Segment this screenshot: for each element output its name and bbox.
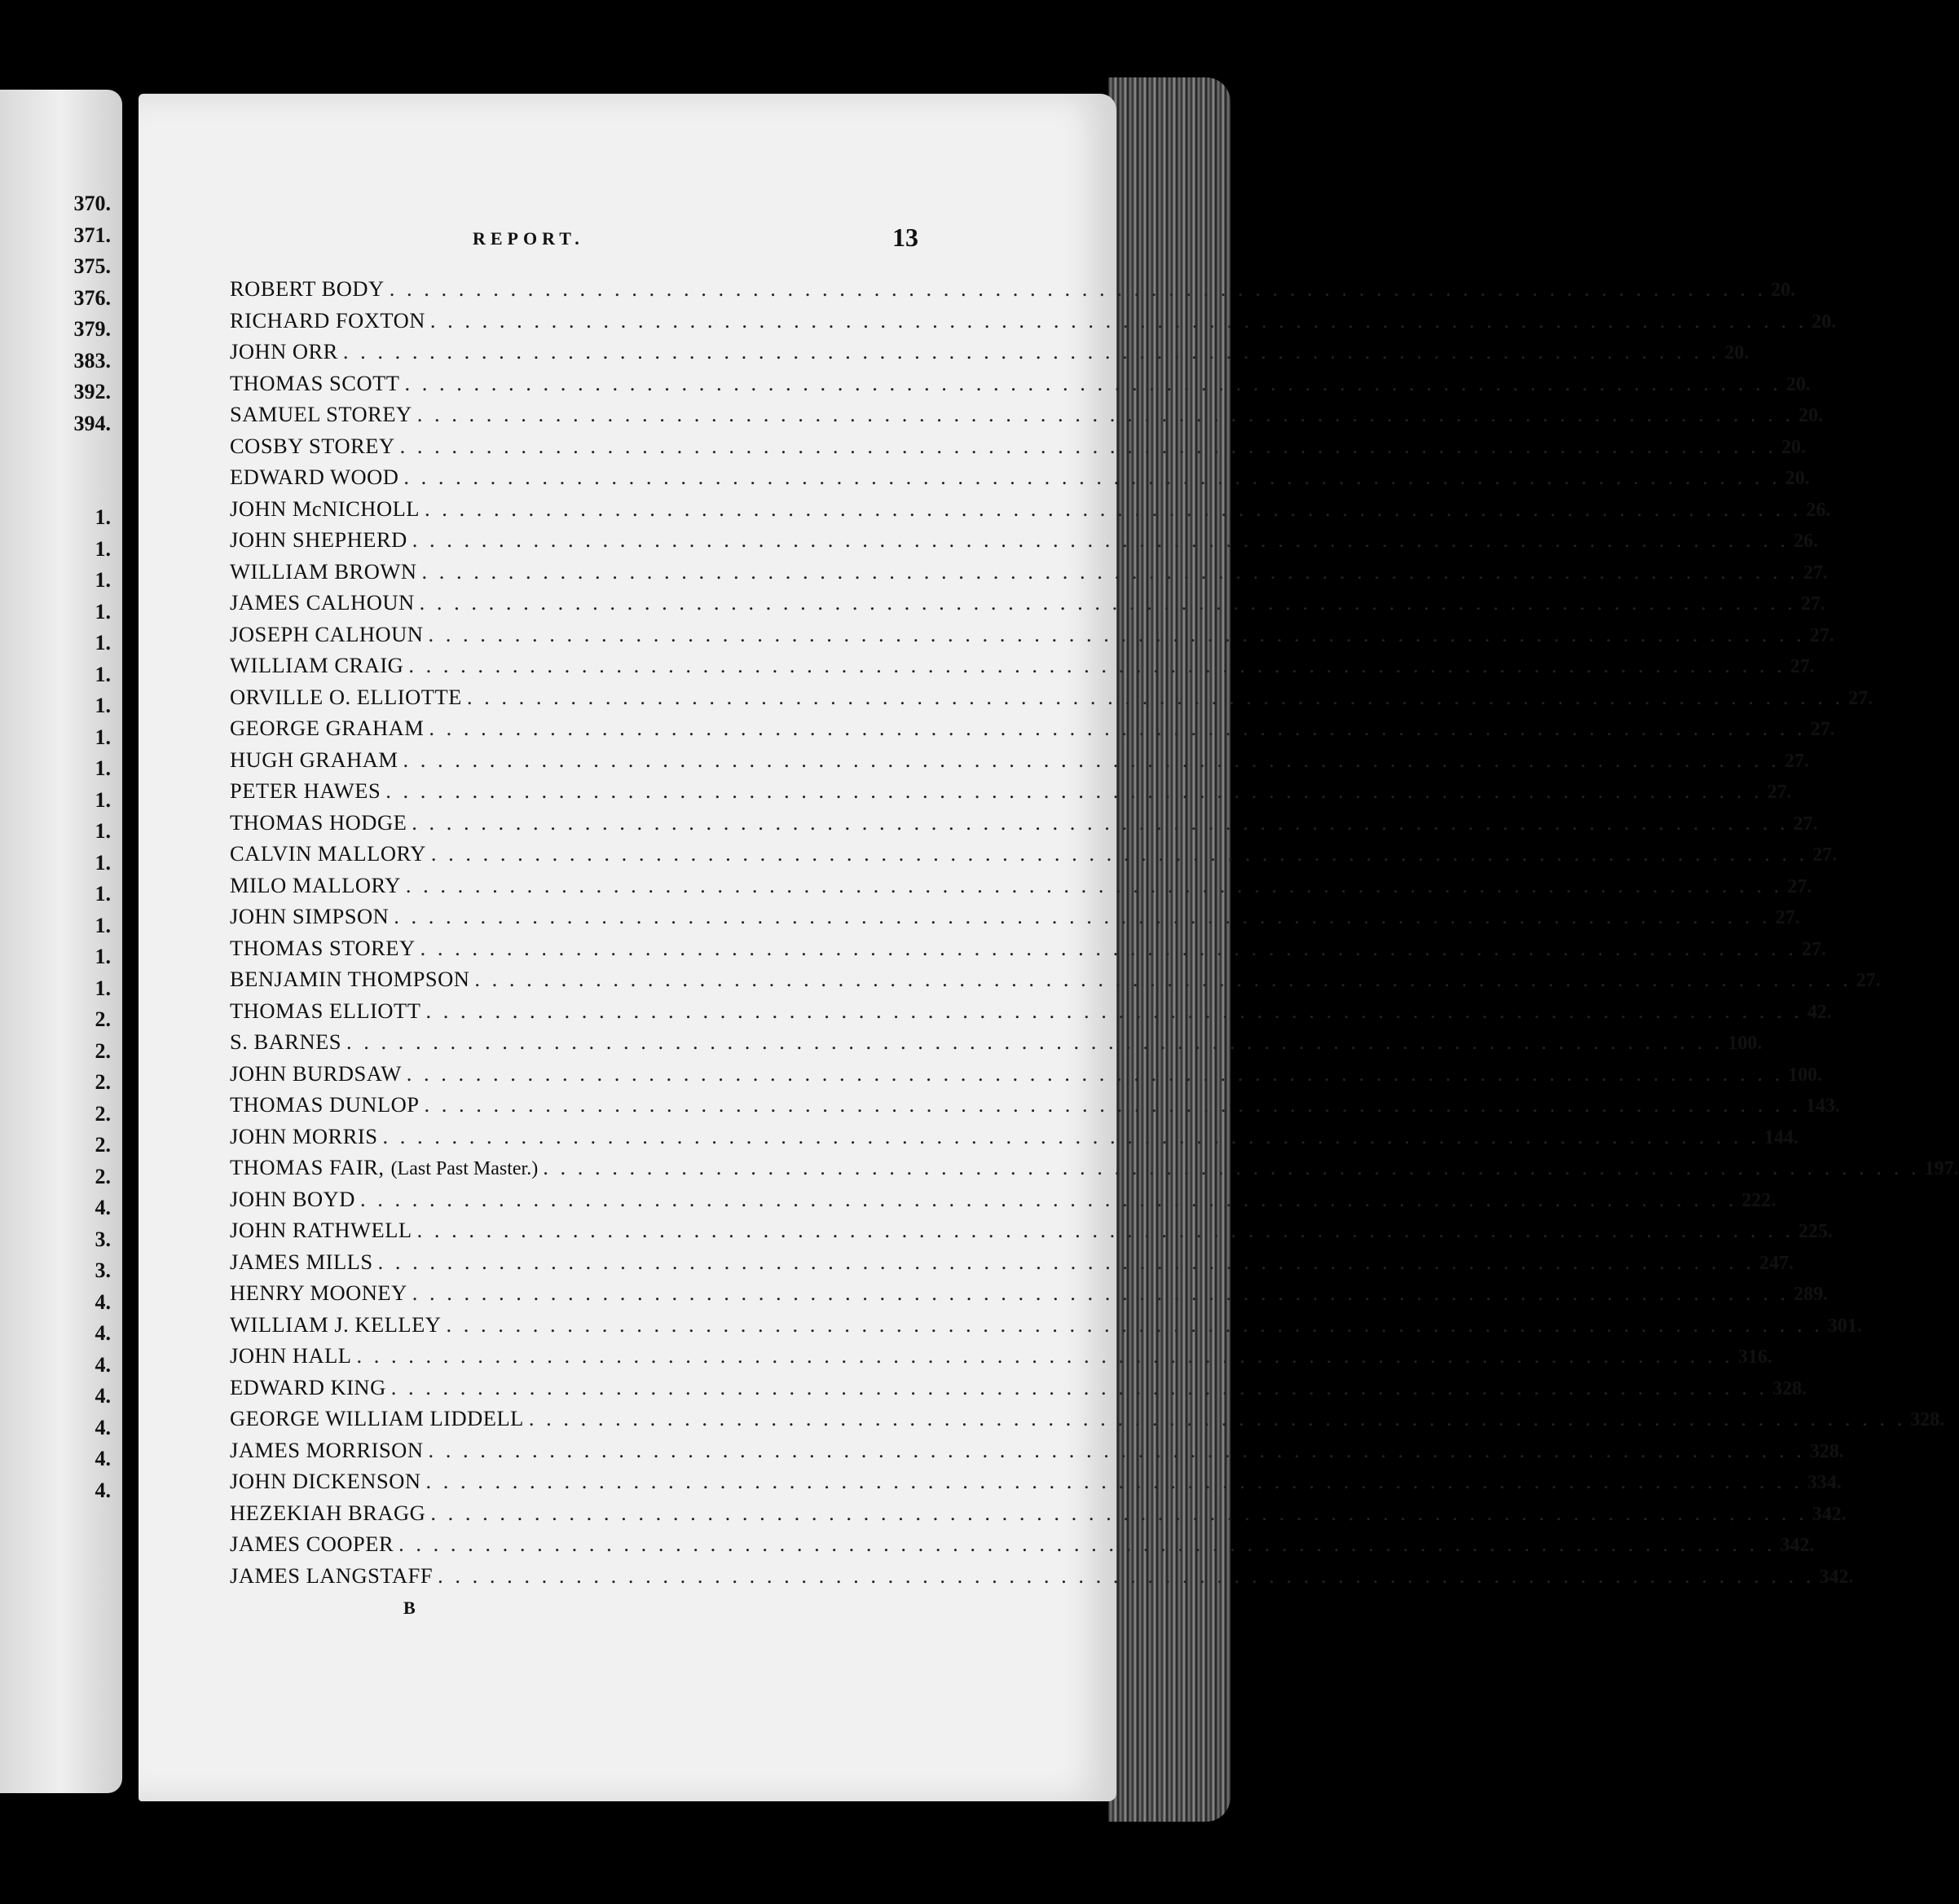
entry-name: JAMES MORRISON <box>230 1437 424 1462</box>
entry-name: THOMAS DUNLOP <box>230 1092 420 1117</box>
list-item <box>230 684 1873 716</box>
entry-name: HEZEKIAH BRAGG <box>230 1500 426 1525</box>
list-item <box>230 402 1824 434</box>
left-page-number: 1. <box>95 568 111 592</box>
leader-dots: . . . . . . . . . . . . . . . . . . . . . . . . . . . . . . . . . . . . . . . . . . . . . . . . . . . . . . . . . . . . . . . . . . . . . . . . . . . . . . . . <box>416 1218 1794 1242</box>
left-page-number: 1. <box>95 536 111 561</box>
left-page-number: 1. <box>95 945 111 968</box>
list-item <box>230 1311 1862 1344</box>
leader-dots: . . . . . . . . . . . . . . . . . . . . . . . . . . . . . . . . . . . . . . . . . . . . . . . . . . . . . . . . . . . . . . . . . . . . . . . . . . . . . . . . <box>403 747 1780 772</box>
left-page-number: 2. <box>95 1101 111 1126</box>
entry-value: 197. <box>1924 1158 1959 1179</box>
leader-dots: . . . . . . . . . . . . . . . . . . . . . . . . . . . . . . . . . . . . . . . . . . . . . . . . . . . . . . . . . . . . . . . . . . . . . . . . . . . . . . . . <box>356 1343 1733 1368</box>
leader-dots: . . . . . . . . . . . . . . . . . . . . . . . . . . . . . . . . . . . . . . . . . . . . . . . . . . . . . . . . . . . . . . . . . . . . . . . . . . . . . . . . <box>342 339 1720 364</box>
list-item <box>230 967 1881 998</box>
signature-mark: B <box>403 1598 416 1618</box>
left-page-number: 2. <box>95 1133 111 1157</box>
leader-dots: . . . . . . . . . . . . . . . . . . . . . . . . . . . . . . . . . . . . . . . . . . . . . . . . . . . . . . . . . . . . . . . . . . . . . . . . . . . . . . . . <box>408 653 1785 677</box>
entry-value: 316. <box>1737 1346 1772 1368</box>
entry-name: JOHN SIMPSON <box>230 904 390 928</box>
entry-name: SAMUEL STOREY <box>230 402 412 426</box>
entry-value: 222. <box>1741 1189 1776 1211</box>
list-item <box>230 370 1811 403</box>
left-page-number: 4. <box>95 1352 111 1377</box>
leader-dots: . . . . . . . . . . . . . . . . . . . . . . . . . . . . . . . . . . . . . . . . . . . . . . . . . . . . . . . . . . . . . . . . . . . . . . . . . . . . . . . . <box>424 496 1802 521</box>
left-page-number: 4. <box>95 1415 111 1439</box>
entry-name: CALVIN MALLORY <box>230 841 426 866</box>
entry-value: 27. <box>1801 938 1826 960</box>
list-item <box>230 1092 1840 1124</box>
list-item <box>230 1280 1829 1312</box>
list-item <box>230 1123 1798 1156</box>
left-page-number: 1. <box>95 976 111 1000</box>
leader-dots: . . . . . . . . . . . . . . . . . . . . . . . . . . . . . . . . . . . . . . . . . . . . . . . . . . . . . . . . . . . . . . . . . . . . . . . . . . . . . . . . <box>466 684 1844 709</box>
list-item <box>230 653 1815 685</box>
leader-dots: . . . . . . . . . . . . . . . . . . . . . . . . . . . . . . . . . . . . . . . . . . . . . . . . . . . . . . . . . . . . . . . . . . . . . . . . . . . . . . . . <box>419 590 1796 615</box>
entry-note: (Last Past Master.) <box>390 1158 539 1179</box>
left-page-number: 4. <box>95 1384 111 1408</box>
left-page-number: 376. <box>73 285 111 310</box>
left-page-number: 1. <box>95 694 111 717</box>
leader-dots: . . . . . . . . . . . . . . . . . . . . . . . . . . . . . . . . . . . . . . . . . . . . . . . . . . . . . . . . . . . . . . . . . . . . . . . . . . . . . . . . <box>394 904 1771 928</box>
list-item <box>230 276 1796 308</box>
leader-dots: . . . . . . . . . . . . . . . . . . . . . . . . . . . . . . . . . . . . . . . . . . . . . . . . . . . . . . . . . . . . . . . . . . . . . . . . . . . . . . . . <box>425 1469 1803 1493</box>
leader-dots: . . . . . . . . . . . . . . . . . . . . . . . . . . . . . . . . . . . . . . . . . . . . . . . . . . . . . . . . . . . . . . . . . . . . . . . . . . . . . . . . <box>430 1500 1807 1525</box>
entry-value: 27. <box>1812 844 1838 866</box>
entry-value: 20. <box>1812 311 1837 333</box>
entry-value: 27. <box>1809 624 1834 646</box>
list-item <box>230 904 1800 936</box>
entry-name: THOMAS ELLIOTT <box>230 998 421 1023</box>
leader-dots: . . . . . . . . . . . . . . . . . . . . . . . . . . . . . . . . . . . . . . . . . . . . . . . . . . . . . . . . . . . . . . . . . . . . . . . . . . . . . . . . <box>377 1249 1754 1274</box>
leader-dots: . . . . . . . . . . . . . . . . . . . . . . . . . . . . . . . . . . . . . . . . . . . . . . . . . . . . . . . . . . . . . . . . . . . . . . . . . . . . . . . . <box>416 402 1794 426</box>
leader-dots: . . . . . . . . . . . . . . . . . . . . . . . . . . . . . . . . . . . . . . . . . . . . . . . . . . . . . . . . . . . . . . . . . . . . . . . . . . . . . . . . <box>403 465 1781 489</box>
left-page-number: 1. <box>95 787 111 812</box>
leader-dots: . . . . . . . . . . . . . . . . . . . . . . . . . . . . . . . . . . . . . . . . . . . . . . . . . . . . . . . . . . . . . . . . . . . . . . . . . . . . . . . . <box>404 370 1781 395</box>
leader-dots: . . . . . . . . . . . . . . . . . . . . . . . . . . . . . . . . . . . . . . . . . . . . . . . . . . . . . . . . . . . . . . . . . . . . . . . . . . . . . . . . <box>389 276 1767 301</box>
entry-value: 26. <box>1794 531 1819 552</box>
left-page-number: 4. <box>95 1289 111 1314</box>
leader-dots: . . . . . . . . . . . . . . . . . . . . . . . . . . . . . . . . . . . . . . . . . . . . . . . . . . . . . . . . . . . . . . . . . . . . . . . . . . . . . . . . <box>528 1406 1906 1430</box>
list-item <box>230 1469 1842 1501</box>
entry-value: 42. <box>1807 1001 1832 1023</box>
left-page-number: 4. <box>95 1447 111 1470</box>
entry-value: 27. <box>1767 782 1792 803</box>
entry-name: JOHN McNICHOLL <box>230 496 420 521</box>
leader-dots: . . . . . . . . . . . . . . . . . . . . . . . . . . . . . . . . . . . . . . . . . . . . . . . . . . . . . . . . . . . . . . . . . . . . . . . . . . . . . . . . <box>428 1437 1805 1462</box>
list-item <box>230 527 1819 559</box>
entry-name: JAMES CALHOUN <box>230 590 415 615</box>
entry-value: 20. <box>1798 405 1824 426</box>
entry-name: PETER HAWES <box>230 778 381 803</box>
list-item <box>230 872 1812 905</box>
list-item <box>230 1374 1807 1407</box>
entry-name: EDWARD WOOD <box>230 465 399 489</box>
entry-name: JOHN MORRIS <box>230 1123 378 1148</box>
entry-value: 100. <box>1788 1064 1823 1086</box>
entry-value: 27. <box>1784 750 1809 772</box>
entry-value: 342. <box>1812 1503 1847 1525</box>
entry-value: 20. <box>1724 342 1750 364</box>
leader-dots: . . . . . . . . . . . . . . . . . . . . . . . . . . . . . . . . . . . . . . . . . . . . . . . . . . . . . . . . . . . . . . . . . . . . . . . . . . . . . . . . <box>385 778 1763 803</box>
member-list <box>230 276 1959 1594</box>
left-page-number: 1. <box>95 725 111 749</box>
list-item <box>230 935 1826 967</box>
left-page-edge <box>0 90 122 1793</box>
entry-name: BENJAMIN THOMPSON <box>230 967 470 991</box>
list-item <box>230 809 1818 842</box>
entry-name: COSBY STOREY <box>230 433 395 458</box>
left-page-number: 1. <box>95 756 111 780</box>
left-page-number: 383. <box>73 348 111 372</box>
leader-dots: . . . . . . . . . . . . . . . . . . . . . . . . . . . . . . . . . . . . . . . . . . . . . . . . . . . . . . . . . . . . . . . . . . . . . . . . . . . . . . . . <box>398 1532 1776 1556</box>
entry-value: 27. <box>1790 656 1815 677</box>
list-item <box>230 716 1835 747</box>
leader-dots: . . . . . . . . . . . . . . . . . . . . . . . . . . . . . . . . . . . . . . . . . . . . . . . . . . . . . . . . . . . . . . . . . . . . . . . . . . . . . . . . <box>424 1092 1801 1117</box>
entry-name: WILLIAM J. KELLEY <box>230 1311 442 1337</box>
entry-name: THOMAS STOREY <box>230 935 416 960</box>
leader-dots: . . . . . . . . . . . . . . . . . . . . . . . . . . . . . . . . . . . . . . . . . . . . . . . . . . . . . . . . . . . . . . . . . . . . . . . . . . . . . . . . <box>405 872 1783 897</box>
left-page-number: 379. <box>73 317 111 341</box>
entry-value: 144. <box>1763 1126 1798 1148</box>
entry-name: MILO MALLORY <box>230 872 401 897</box>
left-page-number: 4. <box>95 1321 111 1345</box>
entry-value: 143. <box>1805 1095 1840 1117</box>
entry-value: 328. <box>1809 1440 1844 1462</box>
entry-name: THOMAS FAIR, <box>230 1155 385 1179</box>
leader-dots: . . . . . . . . . . . . . . . . . . . . . . . . . . . . . . . . . . . . . . . . . . . . . . . . . . . . . . . . . . . . . . . . . . . . . . . . . . . . . . . . <box>446 1311 1823 1337</box>
list-item <box>230 465 1810 496</box>
list-item <box>230 496 1831 528</box>
entry-value: 27. <box>1848 687 1873 709</box>
list-item <box>230 1218 1833 1250</box>
entry-name: JOHN DICKENSON <box>230 1469 421 1493</box>
leader-dots: . . . . . . . . . . . . . . . . . . . . . . . . . . . . . . . . . . . . . . . . . . . . . . . . . . . . . . . . . . . . . . . . . . . . . . . . . . . . . . . . <box>543 1155 1920 1179</box>
entry-value: 20. <box>1781 436 1806 458</box>
leader-dots: . . . . . . . . . . . . . . . . . . . . . . . . . . . . . . . . . . . . . . . . . . . . . . . . . . . . . . . . . . . . . . . . . . . . . . . . . . . . . . . . <box>425 998 1803 1023</box>
left-page-number: 2. <box>95 1007 111 1031</box>
left-page-number: 4. <box>95 1196 111 1219</box>
entry-name: GEORGE GRAHAM <box>230 716 425 740</box>
entry-name: JOHN ORR <box>230 339 338 364</box>
list-item <box>230 1406 1945 1438</box>
entry-name: ROBERT BODY <box>230 276 385 301</box>
page-header: REPORT. <box>473 228 584 249</box>
entry-name: WILLIAM BROWN <box>230 558 417 584</box>
entry-name: RICHARD FOXTON <box>230 307 425 333</box>
entry-name: HUGH GRAHAM <box>230 747 398 772</box>
list-item <box>230 841 1838 873</box>
entry-value: 27. <box>1793 813 1818 835</box>
list-item <box>230 590 1825 622</box>
leader-dots: . . . . . . . . . . . . . . . . . . . . . . . . . . . . . . . . . . . . . . . . . . . . . . . . . . . . . . . . . . . . . . . . . . . . . . . . . . . . . . . . <box>412 1280 1790 1305</box>
entry-name: JOHN RATHWELL <box>230 1218 412 1242</box>
entry-value: 20. <box>1771 280 1796 301</box>
list-item <box>230 747 1809 779</box>
entry-value: 225. <box>1798 1221 1833 1242</box>
entry-value: 328. <box>1772 1377 1807 1399</box>
leader-dots: . . . . . . . . . . . . . . . . . . . . . . . . . . . . . . . . . . . . . . . . . . . . . . . . . . . . . . . . . . . . . . . . . . . . . . . . . . . . . . . . <box>430 841 1808 866</box>
entry-value: 334. <box>1807 1472 1842 1493</box>
leader-dots: . . . . . . . . . . . . . . . . . . . . . . . . . . . . . . . . . . . . . . . . . . . . . . . . . . . . . . . . . . . . . . . . . . . . . . . . . . . . . . . . <box>412 527 1790 552</box>
list-item <box>230 1060 1823 1093</box>
left-page-number: 392. <box>73 380 111 403</box>
left-page-number: 370. <box>73 192 111 215</box>
left-page-number: 1. <box>95 913 111 937</box>
entry-name: JAMES MILLS <box>230 1249 373 1274</box>
leader-dots: . . . . . . . . . . . . . . . . . . . . . . . . . . . . . . . . . . . . . . . . . . . . . . . . . . . . . . . . . . . . . . . . . . . . . . . . . . . . . . . . <box>429 716 1806 740</box>
left-page-number: 1. <box>95 819 111 843</box>
left-page-number: 2. <box>95 1164 111 1188</box>
list-item <box>230 621 1834 654</box>
document-page <box>139 94 1959 1801</box>
list-item <box>230 307 1837 340</box>
entry-value: 27. <box>1801 593 1825 615</box>
entry-name: EDWARD KING <box>230 1374 386 1399</box>
entry-value: 27. <box>1787 875 1812 897</box>
leader-dots: . . . . . . . . . . . . . . . . . . . . . . . . . . . . . . . . . . . . . . . . . . . . . . . . . . . . . . . . . . . . . . . . . . . . . . . . . . . . . . . . <box>359 1186 1737 1211</box>
entry-value: 247. <box>1759 1252 1794 1274</box>
list-item <box>230 339 1750 371</box>
leader-dots: . . . . . . . . . . . . . . . . . . . . . . . . . . . . . . . . . . . . . . . . . . . . . . . . . . . . . . . . . . . . . . . . . . . . . . . . . . . . . . . . <box>420 935 1797 960</box>
entry-name: HENRY MOONEY <box>230 1280 407 1305</box>
left-page-number: 2. <box>95 1038 111 1063</box>
left-page-number: 3. <box>95 1258 111 1282</box>
list-item <box>230 1155 1959 1187</box>
leader-dots: . . . . . . . . . . . . . . . . . . . . . . . . . . . . . . . . . . . . . . . . . . . . . . . . . . . . . . . . . . . . . . . . . . . . . . . . . . . . . . . . <box>382 1123 1759 1148</box>
list-item <box>230 1532 1815 1563</box>
entry-name: JOHN BURDSAW <box>230 1060 402 1086</box>
list-item <box>230 1186 1776 1219</box>
entry-name: ORVILLE O. ELLIOTTE <box>230 684 462 709</box>
entry-value: 27. <box>1856 970 1881 991</box>
list-item <box>230 1343 1772 1375</box>
entry-value: 328. <box>1910 1409 1945 1430</box>
leader-dots: . . . . . . . . . . . . . . . . . . . . . . . . . . . . . . . . . . . . . . . . . . . . . . . . . . . . . . . . . . . . . . . . . . . . . . . . . . . . . . . . <box>474 967 1851 991</box>
leader-dots: . . . . . . . . . . . . . . . . . . . . . . . . . . . . . . . . . . . . . . . . . . . . . . . . . . . . . . . . . . . . . . . . . . . . . . . . . . . . . . . . <box>412 809 1789 835</box>
entry-value: 289. <box>1794 1284 1829 1305</box>
left-page-number: 375. <box>73 254 111 278</box>
entry-name: THOMAS HODGE <box>230 809 407 835</box>
leader-dots: . . . . . . . . . . . . . . . . . . . . . . . . . . . . . . . . . . . . . . . . . . . . . . . . . . . . . . . . . . . . . . . . . . . . . . . . . . . . . . . . <box>390 1374 1768 1399</box>
entry-name: JAMES COOPER <box>230 1532 394 1556</box>
left-page-number: 371. <box>73 223 111 247</box>
entry-value: 342. <box>1780 1535 1815 1556</box>
leader-dots: . . . . . . . . . . . . . . . . . . . . . . . . . . . . . . . . . . . . . . . . . . . . . . . . . . . . . . . . . . . . . . . . . . . . . . . . . . . . . . . . <box>406 1060 1784 1086</box>
entry-value: 27. <box>1803 562 1828 584</box>
entry-value: 20. <box>1785 468 1810 489</box>
entry-name: GEORGE WILLIAM LIDDELL <box>230 1406 524 1430</box>
left-page-number: 2. <box>95 1070 111 1094</box>
list-item <box>230 433 1806 465</box>
left-page-number: 4. <box>95 1478 111 1502</box>
leader-dots: . . . . . . . . . . . . . . . . . . . . . . . . . . . . . . . . . . . . . . . . . . . . . . . . . . . . . . . . . . . . . . . . . . . . . . . . . . . . . . . . <box>438 1562 1815 1588</box>
left-page-number: 1. <box>95 599 111 624</box>
left-page-number: 1. <box>95 662 111 686</box>
list-item <box>230 998 1832 1030</box>
leader-dots: . . . . . . . . . . . . . . . . . . . . . . . . . . . . . . . . . . . . . . . . . . . . . . . . . . . . . . . . . . . . . . . . . . . . . . . . . . . . . . . . <box>421 558 1798 584</box>
entry-value: 27. <box>1810 719 1835 740</box>
left-page-number: 1. <box>95 505 111 529</box>
entry-value: 301. <box>1827 1315 1862 1337</box>
entry-name: JAMES LANGSTAFF <box>230 1562 434 1588</box>
entry-name: JOHN SHEPHERD <box>230 527 407 552</box>
left-page-number: 1. <box>95 850 111 875</box>
entry-name: THOMAS SCOTT <box>230 370 400 395</box>
left-page-number: 3. <box>95 1227 111 1251</box>
entry-value: 342. <box>1819 1566 1854 1588</box>
entry-value: 27. <box>1775 907 1800 928</box>
entry-name: S. BARNES <box>230 1029 342 1054</box>
entry-name: JOHN HALL <box>230 1343 352 1368</box>
leader-dots: . . . . . . . . . . . . . . . . . . . . . . . . . . . . . . . . . . . . . . . . . . . . . . . . . . . . . . . . . . . . . . . . . . . . . . . . . . . . . . . . <box>346 1029 1723 1054</box>
list-item <box>230 1500 1847 1532</box>
left-page-number: 394. <box>73 411 111 435</box>
leader-dots: . . . . . . . . . . . . . . . . . . . . . . . . . . . . . . . . . . . . . . . . . . . . . . . . . . . . . . . . . . . . . . . . . . . . . . . . . . . . . . . . <box>429 307 1807 333</box>
list-item <box>230 778 1792 810</box>
leader-dots: . . . . . . . . . . . . . . . . . . . . . . . . . . . . . . . . . . . . . . . . . . . . . . . . . . . . . . . . . . . . . . . . . . . . . . . . . . . . . . . . <box>428 621 1805 646</box>
list-item <box>230 1562 1854 1595</box>
list-item <box>230 1249 1794 1281</box>
list-item <box>230 1029 1763 1061</box>
list-item <box>230 558 1828 591</box>
left-page-number: 1. <box>95 631 111 654</box>
entry-value: 100. <box>1728 1033 1763 1054</box>
entry-value: 20. <box>1785 373 1811 395</box>
page-number: 13 <box>892 223 918 252</box>
leader-dots: . . . . . . . . . . . . . . . . . . . . . . . . . . . . . . . . . . . . . . . . . . . . . . . . . . . . . . . . . . . . . . . . . . . . . . . . . . . . . . . . <box>399 433 1776 458</box>
entry-value: 26. <box>1806 499 1831 521</box>
entry-name: JOHN BOYD <box>230 1186 355 1211</box>
left-page-number: 1. <box>95 882 111 906</box>
entry-name: JOSEPH CALHOUN <box>230 621 424 646</box>
list-item <box>230 1437 1844 1470</box>
entry-name: WILLIAM CRAIG <box>230 653 404 677</box>
